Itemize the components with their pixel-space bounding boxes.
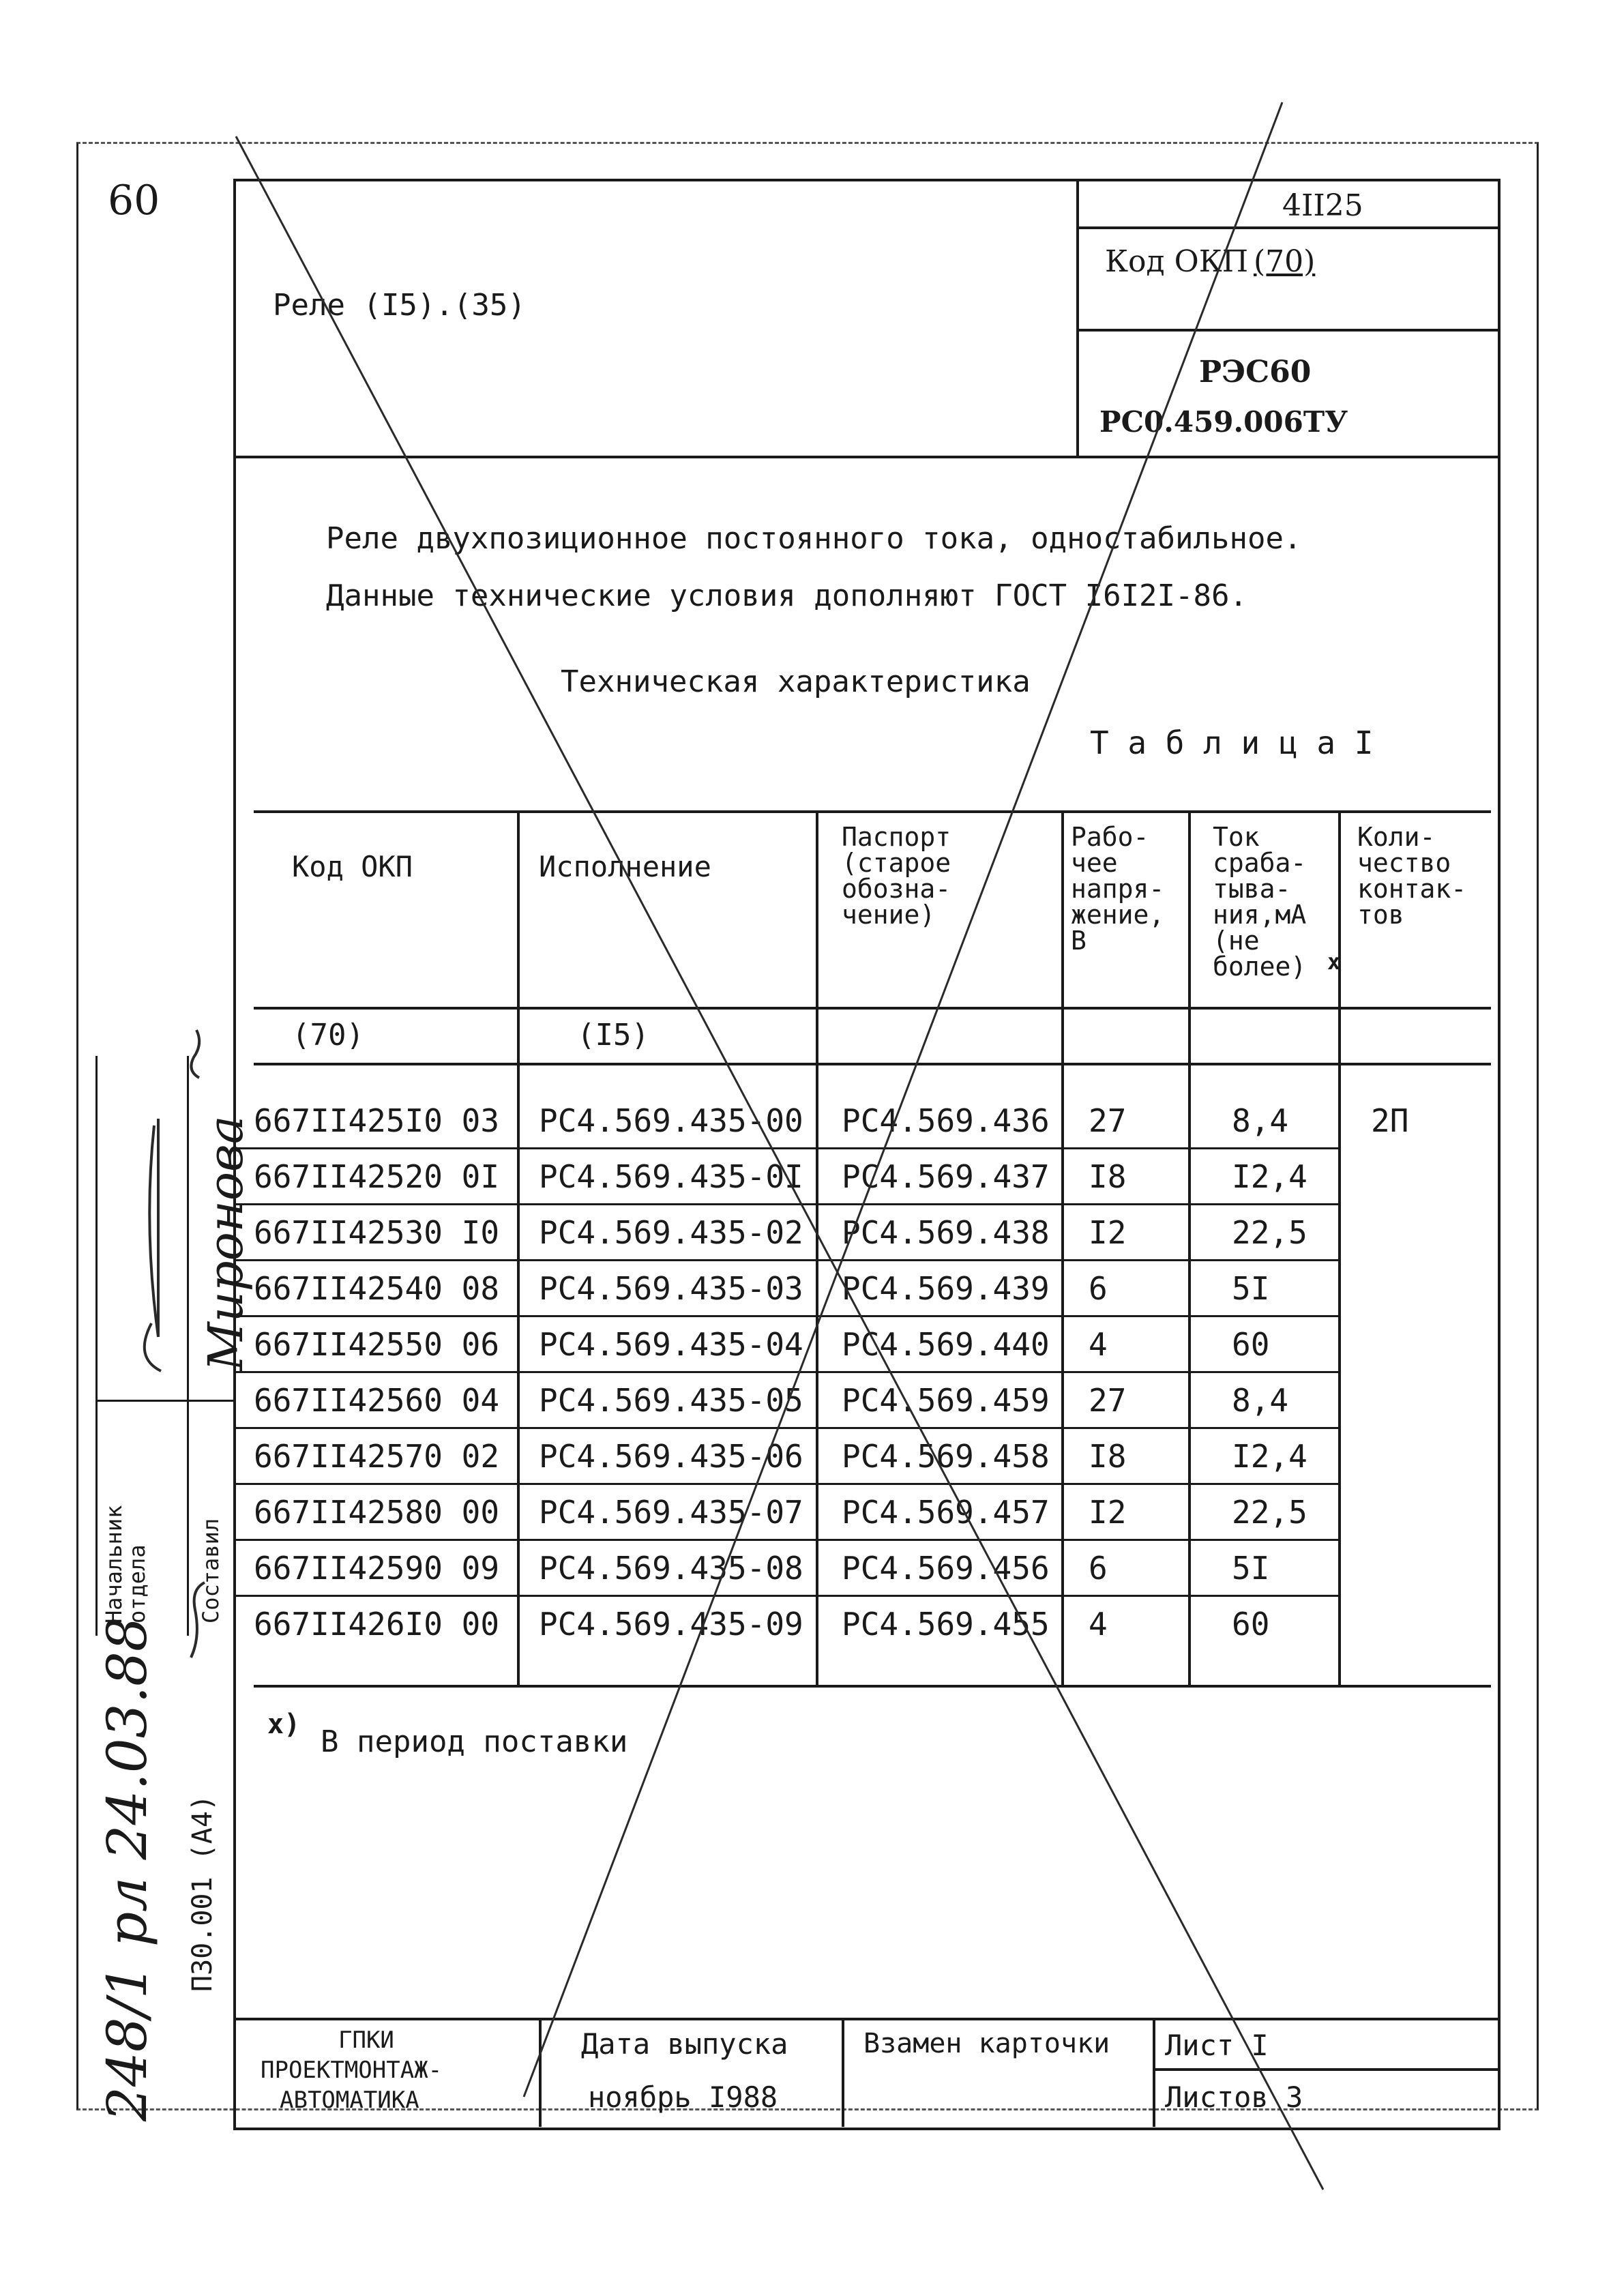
form-code: ПЗ0.001 (А4) (187, 1795, 218, 1992)
cell-okp: 667II42530 I0 (254, 1214, 500, 1251)
org-line-3: АВТОМАТИКА (280, 2087, 419, 2114)
signature-scribble (145, 1030, 205, 1658)
sheet-label: Лист I (1165, 2029, 1269, 2062)
intro-line-2: Данные технические условия дополняют ГОСТ I6I2I-86. (326, 578, 1248, 613)
intro-line-1: Реле двухпозиционное постоянного тока, одностабильное. (326, 521, 1302, 556)
cell-voltage: I2 (1089, 1494, 1127, 1531)
subheader-okp: (70) (292, 1018, 364, 1053)
cell-current: 60 (1232, 1606, 1270, 1643)
header-title: Реле (I5).(35) (273, 288, 526, 323)
cell-okp: 667II425I0 03 (254, 1102, 500, 1139)
cell-current: 5I (1232, 1550, 1270, 1587)
cell-execution: РС4.569.435-02 (539, 1214, 803, 1251)
cell-voltage: 6 (1089, 1550, 1108, 1587)
cell-okp: 667II42560 04 (254, 1382, 500, 1419)
cell-voltage: I8 (1089, 1438, 1127, 1475)
header-voltage: Рабо- чее напря- жение, В (1071, 822, 1165, 956)
cell-execution: РС4.569.435-0I (539, 1158, 803, 1195)
footnote-mark: x) (267, 1709, 301, 1740)
org-line-1: ГПКИ (338, 2027, 394, 2054)
cell-passport: РС4.569.439 (842, 1270, 1050, 1307)
cell-passport: РС4.569.438 (842, 1214, 1050, 1251)
replaces-label: Взамен карточки (863, 2028, 1110, 2059)
cell-voltage: 4 (1089, 1326, 1108, 1363)
cross-out-lines (236, 102, 1323, 2190)
cell-current: 22,5 (1232, 1214, 1307, 1251)
cell-execution: РС4.569.435-07 (539, 1494, 803, 1531)
cell-current: 8,4 (1232, 1102, 1289, 1139)
cell-okp: 667II42580 00 (254, 1494, 500, 1531)
cell-execution: РС4.569.435-08 (539, 1550, 803, 1587)
stamp-model: РЭС60 (1199, 355, 1312, 389)
compiled-label: Составил (198, 1518, 224, 1623)
sheets-label: Листов 3 (1165, 2080, 1303, 2114)
org-line-2: ПРОЕКТМОНТАЖ- (261, 2057, 443, 2084)
cell-contacts: 2П (1371, 1102, 1409, 1139)
cell-okp: 667II42550 06 (254, 1326, 500, 1363)
cell-passport: РС4.569.436 (842, 1102, 1050, 1139)
cell-okp: 667II426I0 00 (254, 1606, 500, 1643)
cell-execution: РС4.569.435-06 (539, 1438, 803, 1475)
header-okp: Код ОКП (292, 850, 413, 883)
cell-current: I2,4 (1232, 1158, 1307, 1195)
dept-head-label: Начальник отдела (101, 1505, 150, 1623)
cell-current: I2,4 (1232, 1438, 1307, 1475)
header-current-mark: x (1327, 949, 1341, 975)
header-contacts: Коли- чество контак- тов (1357, 822, 1467, 930)
cell-okp: 667II42540 08 (254, 1270, 500, 1307)
compiler-signature: Миронова (198, 1115, 254, 1371)
cell-passport: РС4.569.456 (842, 1550, 1050, 1587)
cell-execution: РС4.569.435-04 (539, 1326, 803, 1363)
page-number: 60 (108, 177, 160, 224)
cell-passport: РС4.569.455 (842, 1606, 1050, 1643)
cell-voltage: I8 (1089, 1158, 1127, 1195)
cell-current: 60 (1232, 1326, 1270, 1363)
cell-passport: РС4.569.437 (842, 1158, 1050, 1195)
cell-okp: 667II42570 02 (254, 1438, 500, 1475)
cell-execution: РС4.569.435-09 (539, 1606, 803, 1643)
stamp-spec: РС0.459.006ТУ (1099, 405, 1348, 439)
cell-voltage: I2 (1089, 1214, 1127, 1251)
header-passport: Паспорт (старое обозна- чение) (842, 822, 951, 930)
footnote-text: В период поставки (321, 1724, 628, 1759)
cell-passport: РС4.569.458 (842, 1438, 1050, 1475)
cell-current: 8,4 (1232, 1382, 1289, 1419)
okp-label: Код ОКП (1105, 244, 1249, 279)
cell-voltage: 4 (1089, 1606, 1108, 1643)
cell-okp: 667II42590 09 (254, 1550, 500, 1587)
cell-voltage: 6 (1089, 1270, 1108, 1307)
cell-voltage: 27 (1089, 1382, 1127, 1419)
cell-current: 22,5 (1232, 1494, 1307, 1531)
cell-execution: РС4.569.435-00 (539, 1102, 803, 1139)
header-execution: Исполнение (539, 850, 711, 883)
table-label: Т а б л и ц а I (1090, 724, 1374, 761)
release-date: ноябрь I988 (588, 2080, 778, 2114)
handwritten-note: 248/1 рл 24.03.88 (95, 1617, 159, 2121)
okp-value: (70) (1254, 244, 1316, 279)
section-title: Техническая характеристика (561, 664, 1031, 699)
cell-execution: РС4.569.435-03 (539, 1270, 803, 1307)
cell-passport: РС4.569.440 (842, 1326, 1050, 1363)
header-current: Ток сраба- тыва- ния,мА (не более) (1213, 822, 1307, 982)
cell-voltage: 27 (1089, 1102, 1127, 1139)
release-label: Дата выпуска (581, 2027, 788, 2061)
cell-current: 5I (1232, 1270, 1270, 1307)
cell-execution: РС4.569.435-05 (539, 1382, 803, 1419)
subheader-execution: (I5) (577, 1018, 649, 1053)
cell-okp: 667II42520 0I (254, 1158, 500, 1195)
stamp-code: 4II25 (1282, 188, 1363, 223)
cell-passport: РС4.569.457 (842, 1494, 1050, 1531)
cell-passport: РС4.569.459 (842, 1382, 1050, 1419)
